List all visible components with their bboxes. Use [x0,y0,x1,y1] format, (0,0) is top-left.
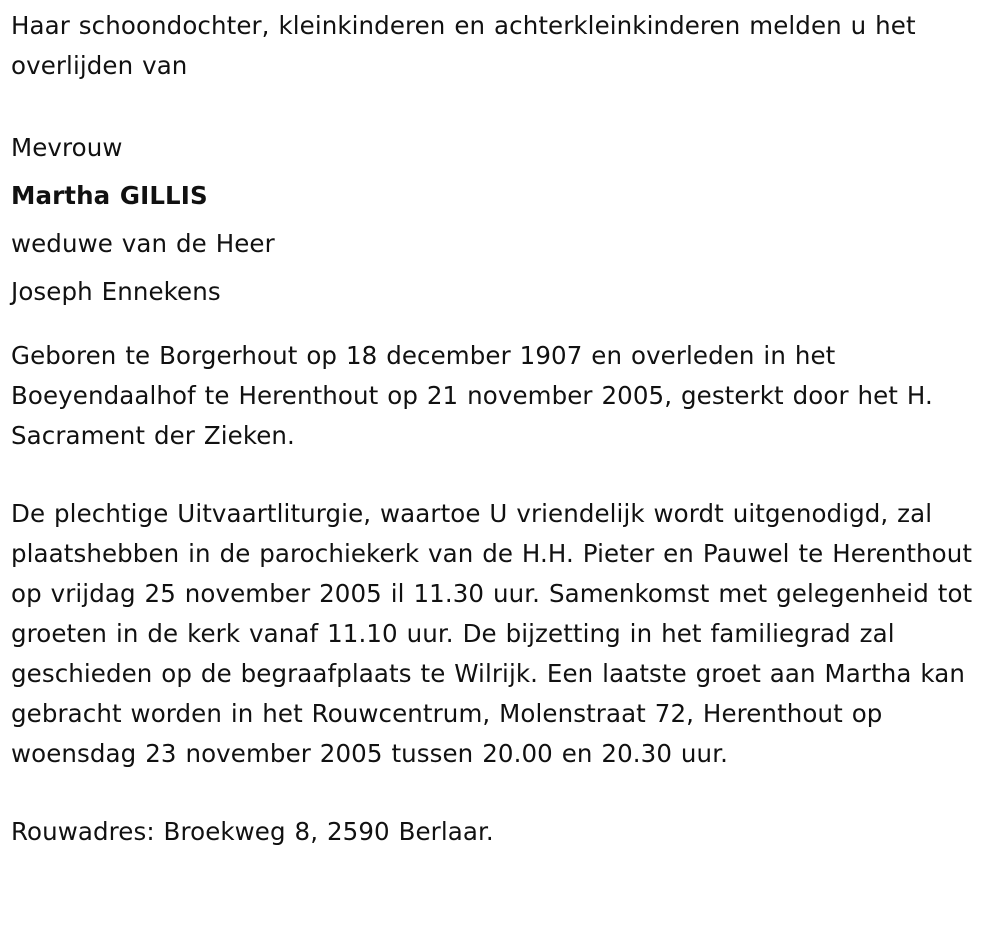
widow-line: weduwe van de Heer [11,229,275,258]
deceased-block [11,124,991,316]
spacer [11,86,991,124]
spacer [11,456,991,494]
birth-death-paragraph: Geboren te Borgerhout op 18 december 1907 en overleden in het Boeyendaalhof te Herenthout op 21 november 2005, gesterkt door het H. Sacrament der Zieken. [11,341,933,450]
title-word: Mevrouw [11,133,123,162]
intro-text: Haar schoondochter, kleinkinderen en achterkleinkinderen melden u het overlijden van [11,11,916,80]
funeral-paragraph: De plechtige Uitvaartliturgie, waartoe U vriendelijk wordt uitgenodigd, zal plaatshebben in de parochiekerk van de H.H. Pieter en Pauwel te Herenthout op vrijdag 25 november 2005 il 11.30 uur. Samenkomst met gelegenheid tot groeten in de kerk vanaf 11.10 uur. De bijzetting in het familiegrad zal geschieden op de begraafplaats te Wilrijk. Een laatste groet aan Martha kan gebracht worden in het Rouwcentrum, Molenstraat 72, Herenthout op woensdag 23 november 2005 tussen 20.00 en 20.30 uur. [11,499,973,768]
death-notice [11,6,991,852]
spacer [11,774,991,812]
mourning-address: Rouwadres: Broekweg 8, 2590 Berlaar. [11,817,494,846]
spacer [11,316,991,336]
deceased-name: Martha GILLIS [11,181,208,210]
spouse-name: Joseph Ennekens [11,277,221,306]
